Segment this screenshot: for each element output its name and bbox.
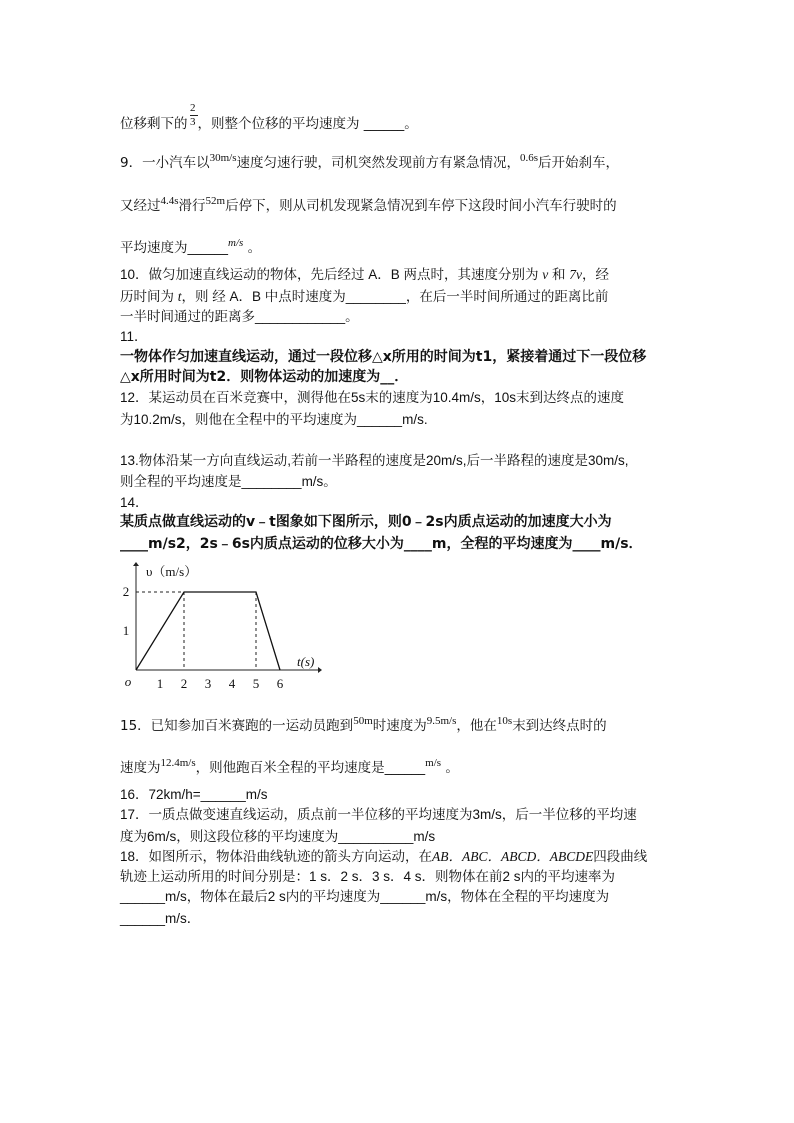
question-10-line-1: 10．做匀加速直线运动的物体，先后经过 A．B 两点时，其速度分别为 v 和 7v，经 [120, 267, 610, 282]
question-9-line-1: 9．一小汽车以$^{30m/s}$速度匀速行驶，司机突然发现前方有紧急情况，$^{0.6s}$后开始刹车， [120, 152, 620, 171]
velocity-time-chart [122, 560, 322, 692]
question-14-number: 14． [120, 495, 149, 510]
x-axis-label: t(s) [297, 654, 315, 669]
question-18-line-4: ______m/s． [120, 911, 201, 926]
origin-label: o [124, 674, 132, 689]
question-11-line-2: △x所用时间为t2．则物体运动的加速度为__． [120, 369, 409, 385]
question-17-line-1: 17．一质点做变速直线运动，质点前一半位移的平均速度为3m/s，后一半位移的平均速 [120, 807, 637, 822]
question-11-line-1: 一物体作匀加速直线运动，通过一段位移△x所用的时间为t1，紧接着通过下一段位移 [120, 349, 647, 365]
question-10-line-3: 一半时间通过的距离多____________。 [120, 309, 359, 324]
question-12-line-2: 为10.2m/s，则他在全程中的平均速度为______m/s. [120, 412, 428, 427]
velocity-series-line [136, 592, 280, 670]
y-axis-arrow [133, 562, 139, 566]
question-12-line-1: 12．某运动员在百米竞赛中，测得他在5s末的速度为10.4m/s，10s末到达终点的速度 [120, 390, 625, 405]
question-14-line-1: 某质点做直线运动的v﹣t图象如下图所示，则0﹣2s内质点运动的加速度大小为 [120, 514, 612, 530]
question-11-number: 11． [120, 329, 148, 344]
question-17-line-2: 度为6m/s，则这段位移的平均速度为__________m/s [120, 829, 436, 844]
question-13-line-2: 则全程的平均速度是________m/s。 [120, 474, 337, 489]
question-10-line-2: 历时间为 t，则 经 A．B 中点时速度为________，在后一半时间所通过的距离比前 [120, 289, 609, 304]
question-16: 16．72km/h=______m/s [120, 787, 268, 802]
x-tick-label-2: 2 [180, 676, 188, 691]
x-tick-label-1: 1 [156, 676, 164, 691]
question-13-line-1: 13.物体沿某一方向直线运动,若前一半路程的速度是20m/s,后一半路程的速度是30m/s, [120, 453, 629, 468]
question-15-line-2: 速度为$^{12.4m/s}$，则他跑百米全程的平均速度是______$^{m/s}$ 。 [120, 757, 459, 776]
fraction-denominator: 3 [190, 116, 196, 128]
x-tick-label-4: 4 [228, 676, 236, 691]
question-18-line-2: 轨迹上运动所用的时间分别是：1 s．2 s．3 s．4 s．则物体在前2 s内的平均速率为 [120, 869, 616, 884]
y-axis-label: υ（m/s） [146, 564, 198, 579]
question-15-line-1: 15．已知参加百米赛跑的一运动员跑到$^{50m}$时速度为$^{9.5m/s}$，他在$^{10s}$末到达终点时的 [120, 715, 607, 734]
x-tick-label-3: 3 [204, 676, 212, 691]
question-9-line-3: 平均速度为______$^{m/s}$ 。 [120, 237, 262, 256]
question-8-tail: 位移剩下的 ，则整个位移的平均速度为 ______。 [120, 116, 418, 132]
x-tick-label-6: 6 [276, 676, 284, 691]
x-tick-label-5: 5 [252, 676, 260, 691]
y-tick-label-1: 1 [122, 623, 130, 638]
y-tick-label-2: 2 [122, 584, 130, 599]
question-14-line-2: ____m/s2，2s﹣6s内质点运动的位移大小为____m，全程的平均速度为____m/s． [120, 536, 643, 552]
question-18-line-3: ______m/s，物体在最后2 s内的平均速度为______m/s，物体在全程的平均速度为 [120, 889, 610, 904]
question-9-line-2: 又经过$^{4.4s}$滑行$^{52m}$后停下，则从司机发现紧急情况到车停下这段时间小汽车行驶时的 [120, 195, 617, 214]
x-axis-arrow [318, 667, 322, 673]
question-18-line-1: 18．如图所示，物体沿曲线轨迹的箭头方向运动，在AB．ABC．ABCD．ABCDE四段曲线 [120, 849, 648, 864]
fraction-numerator: 2 [190, 102, 196, 114]
